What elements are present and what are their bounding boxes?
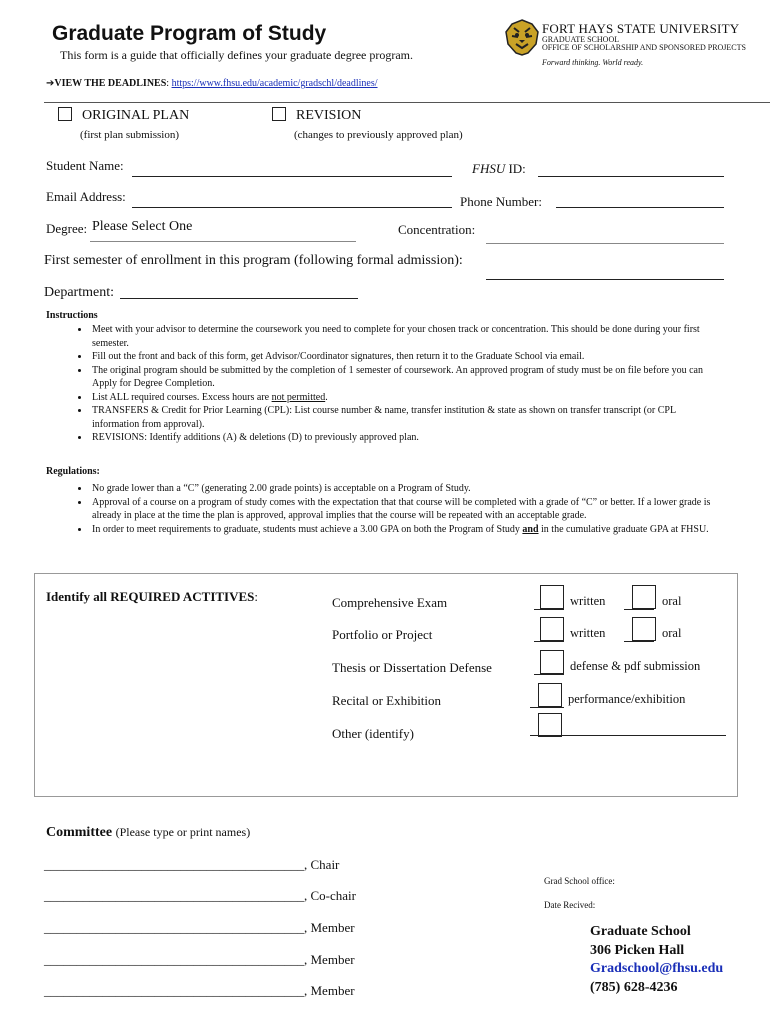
activity-recital-exhibition: Recital or Exhibition xyxy=(332,693,442,708)
degree-select[interactable]: Please Select One xyxy=(92,219,193,234)
committee-member-line[interactable]: ________________________________________, Member xyxy=(44,983,355,998)
comp-exam-written-checkbox[interactable] xyxy=(540,585,564,609)
revision-sub: (changes to previously approved plan) xyxy=(294,129,463,141)
comp-exam-oral-label: oral xyxy=(662,594,682,608)
committee-cochair-line[interactable]: ________________________________________, Co-chair xyxy=(44,888,356,903)
list-item: • Fill out the front and back of this form, get Advisor/Coordinator signatures, then return it to the Graduate School via email. xyxy=(90,350,716,364)
revision-checkbox[interactable] xyxy=(272,107,286,121)
student-name-field[interactable] xyxy=(132,176,452,177)
other-identify-field[interactable] xyxy=(530,735,726,736)
list-item: • List ALL required courses. Excess hours are not permitted. xyxy=(90,391,716,405)
activity-portfolio-project: Portfolio or Project xyxy=(332,627,433,642)
thesis-defense-label: defense & pdf submission xyxy=(570,659,701,673)
comp-exam-written-label: written xyxy=(570,594,606,608)
deadlines-line: ➔VIEW THE DEADLINES: https://www.fhsu.edu/academic/gradschl/deadlines/ xyxy=(46,78,378,89)
first-semester-label: First semester of enrollment in this program (following formal admission): xyxy=(44,253,463,268)
contact-address: 306 Picken Hall xyxy=(590,943,685,958)
list-item: • No grade lower than a “C” (generating 2.00 grade points) is acceptable on a Program of Study. xyxy=(90,482,716,496)
contact-phone: (785) 628-4236 xyxy=(590,980,678,995)
grad-office-label: Grad School office: xyxy=(544,876,615,886)
comp-exam-oral-checkbox[interactable] xyxy=(632,585,656,609)
university-name: FORT HAYS STATE UNIVERSITY xyxy=(542,21,740,36)
portfolio-oral-checkbox[interactable] xyxy=(632,617,656,641)
phone-label: Phone Number: xyxy=(460,194,542,209)
list-item: • The original program should be submitted by the completion of 1 semester of coursework. An approved program of study must be on file before you can Apply for Degree Completion. xyxy=(90,364,716,391)
university-office: OFFICE OF SCHOLARSHIP AND SPONSORED PROJECTS xyxy=(542,43,746,52)
form-subtitle: This form is a guide that officially defines your graduate degree program. xyxy=(60,48,413,62)
contact-email-link[interactable]: Gradschool@fhsu.edu xyxy=(590,961,724,976)
original-plan-label: ORIGINAL PLAN xyxy=(82,108,190,123)
activity-thesis-defense: Thesis or Dissertation Defense xyxy=(332,660,492,675)
list-item: • In order to meet requirements to graduate, students must achieve a 3.00 GPA on both the Program of Study and in the cumulative graduate GPA at FHSU. xyxy=(90,523,716,537)
regulations-list xyxy=(46,482,716,536)
tiger-logo-icon xyxy=(502,18,542,56)
fhsu-id-field[interactable] xyxy=(538,176,724,177)
committee-member-line[interactable]: ________________________________________, Member xyxy=(44,952,355,967)
list-item: • REVISIONS: Identify additions (A) & deletions (D) to previously approved plan. xyxy=(90,431,716,445)
committee-heading: Committee (Please type or print names) xyxy=(46,825,251,840)
portfolio-written-checkbox[interactable] xyxy=(540,617,564,641)
student-name-label: Student Name: xyxy=(46,158,124,173)
phone-field[interactable] xyxy=(556,207,724,208)
list-item: • Meet with your advisor to determine the coursework you need to complete for your chosen track or concentration. This should be done during your first semester. xyxy=(90,323,716,350)
regulations-heading: Regulations: xyxy=(46,466,100,477)
committee-member-line[interactable]: ________________________________________, Member xyxy=(44,920,355,935)
arrow-icon: ➔ xyxy=(46,78,55,89)
header-divider xyxy=(44,102,770,103)
instructions-heading: Instructions xyxy=(46,310,98,321)
portfolio-oral-label: oral xyxy=(662,626,682,640)
list-item: • TRANSFERS & Credit for Prior Learning (CPL): List course number & name, transfer institution & state as shown on transfer transcript (or CPL information from approval). xyxy=(90,404,716,431)
fhsu-id-label: FHSU ID: xyxy=(472,161,526,176)
concentration-field[interactable] xyxy=(486,243,724,244)
university-tagline: Forward thinking. World ready. xyxy=(542,58,644,67)
deadlines-link[interactable]: https://www.fhsu.edu/academic/gradschl/deadlines/ xyxy=(171,78,378,89)
original-plan-checkbox[interactable] xyxy=(58,107,72,121)
form-title: Graduate Program of Study xyxy=(52,22,327,45)
original-plan-sub: (first plan submission) xyxy=(80,129,179,141)
contact-name: Graduate School xyxy=(590,924,691,939)
activity-other: Other (identify) xyxy=(332,726,414,741)
department-field[interactable] xyxy=(120,298,358,299)
deadlines-label: VIEW THE DEADLINES xyxy=(54,78,167,89)
date-received-label: Date Recived: xyxy=(544,900,596,910)
degree-underline xyxy=(90,241,356,242)
portfolio-written-label: written xyxy=(570,626,606,640)
department-label: Department: xyxy=(44,285,114,300)
activity-comprehensive-exam: Comprehensive Exam xyxy=(332,595,448,610)
recital-checkbox[interactable] xyxy=(538,683,562,707)
instructions-list xyxy=(46,323,716,445)
other-checkbox[interactable] xyxy=(538,713,562,737)
email-field[interactable] xyxy=(132,207,452,208)
first-semester-field[interactable] xyxy=(486,279,724,280)
degree-label: Degree: xyxy=(46,221,88,236)
committee-chair-line[interactable]: ________________________________________, Chair xyxy=(44,857,340,872)
list-item: • Approval of a course on a program of study comes with the expectation that that course will be completed with a grade of “C” or better. If a lower grade is already in place at the time the plan is approved, approval implies that the course will be repeated with an acceptable grade. xyxy=(90,496,716,523)
revision-label: REVISION xyxy=(296,108,362,123)
recital-label: performance/exhibition xyxy=(568,692,686,706)
email-label: Email Address: xyxy=(46,189,126,204)
activities-heading: Identify all REQUIRED ACTITIVES: xyxy=(46,589,259,604)
university-dept: GRADUATE SCHOOL xyxy=(542,35,620,44)
thesis-defense-checkbox[interactable] xyxy=(540,650,564,674)
concentration-label: Concentration: xyxy=(398,222,476,237)
